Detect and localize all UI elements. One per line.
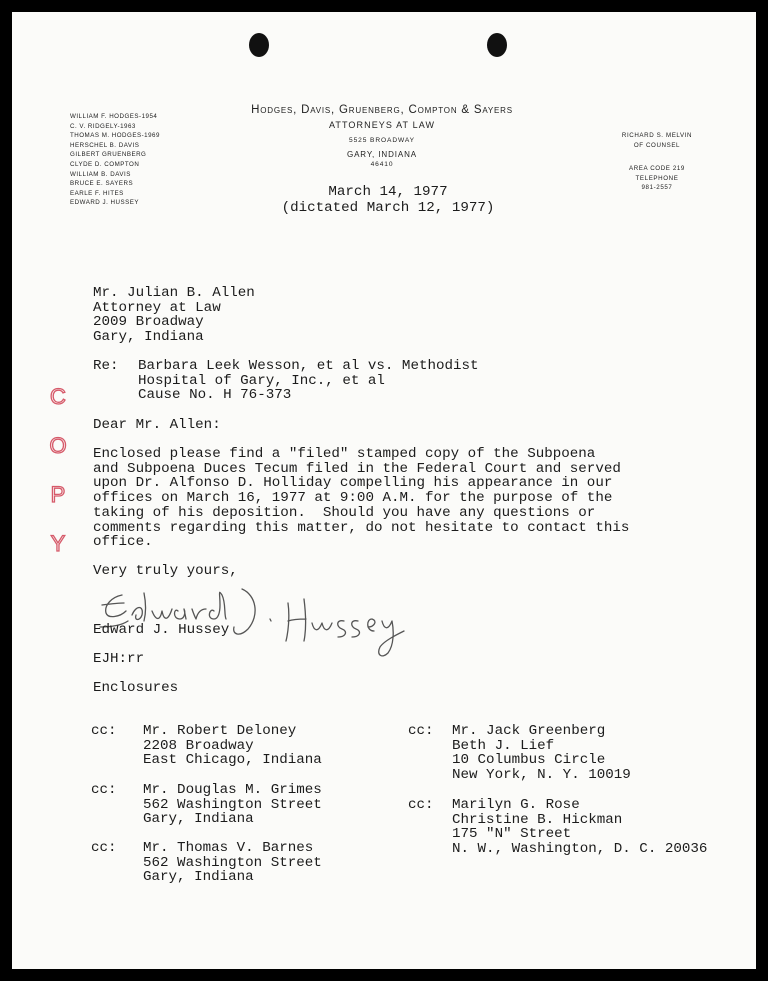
body-line: upon Dr. Alfonso D. Holliday compelling his appearance in our	[93, 475, 613, 492]
re-line: Barbara Leek Wesson, et al vs. Methodist	[138, 358, 479, 374]
letter-page	[12, 12, 756, 969]
body-line: comments regarding this matter, do not hesitate to contact this	[93, 519, 630, 536]
cc-label: cc:	[91, 723, 117, 739]
telephone-label: TELEPHONE	[635, 174, 679, 182]
partner-name: C. V. RIDGELY-1963	[70, 122, 136, 130]
cc-line: Mr. Robert Deloney	[143, 723, 297, 739]
partner-name: EDWARD J. HUSSEY	[70, 199, 139, 207]
body-line: office.	[93, 534, 153, 551]
cc-line: Gary, Indiana	[143, 811, 254, 828]
partner-name: HERSCHEL B. DAVIS	[70, 141, 140, 149]
body-line: and Subpoena Duces Tecum filed in the Federal Court and served	[93, 460, 621, 477]
cc-line: Mr. Douglas M. Grimes	[143, 782, 322, 798]
counsel-title: OF COUNSEL	[633, 141, 681, 149]
partner-name: WILLIAM F. HODGES-1954	[70, 113, 158, 120]
body-paragraph	[93, 447, 629, 550]
partner-name: GILBERT GRUENBERG	[70, 151, 147, 159]
letter-date	[268, 184, 508, 216]
recipient-address	[93, 286, 255, 345]
cc-line: Mr. Thomas V. Barnes	[143, 840, 314, 856]
re-line: Cause No. H 76-373	[138, 387, 292, 404]
salutation: Dear Mr. Allen:	[93, 417, 221, 433]
cc-recipient	[91, 723, 322, 783]
enclosures-note: Enclosures	[93, 680, 179, 696]
firm-name: Hodges, Davis, Gruenberg, Compton & Sayers	[251, 104, 513, 116]
cc-line: 10 Columbus Circle	[452, 752, 606, 769]
cc-line: Christine B. Hickman	[452, 811, 623, 828]
stamp-letter: P	[50, 482, 66, 507]
telephone-number: 981-2557	[641, 184, 673, 192]
partner-name: BRUCE E. SAYERS	[70, 180, 134, 188]
body-line: Enclosed please find a "filed" stamped copy of the Subpoena	[93, 446, 596, 462]
cc-line: 2208 Broadway	[143, 737, 254, 754]
cc-line: Beth J. Lief	[452, 737, 555, 754]
cc-line: New York, N. Y. 10019	[452, 767, 631, 784]
stamp-letter: O	[49, 433, 67, 458]
cc-line: 562 Washington Street	[143, 796, 322, 813]
cc-line: Gary, Indiana	[143, 869, 254, 886]
re-label: Re:	[93, 358, 119, 374]
firm-zip: 46410	[370, 161, 394, 168]
cc-recipient	[408, 797, 708, 858]
cc-recipient	[408, 723, 631, 784]
counsel-name: RICHARD S. MELVIN	[621, 132, 693, 139]
letterhead-firm	[182, 104, 582, 168]
cc-label: cc:	[91, 782, 117, 798]
recipient-city: Gary, Indiana	[93, 329, 204, 346]
cc-line: Mr. Jack Greenberg	[452, 723, 606, 739]
stamp-letter: Y	[50, 531, 66, 556]
recipient-street: 2009 Broadway	[93, 314, 204, 331]
copy-stamp	[42, 372, 74, 568]
cc-line: N. W., Washington, D. C. 20036	[452, 841, 708, 858]
cc-label: cc:	[408, 797, 434, 813]
cc-recipient	[91, 782, 322, 842]
partner-name: WILLIAM B. DAVIS	[70, 170, 131, 178]
stamp-letter: C	[50, 384, 66, 409]
recipient-title: Attorney at Law	[93, 299, 221, 316]
cc-line: Marilyn G. Rose	[452, 797, 580, 813]
counsel-block	[602, 131, 712, 193]
cc-recipient	[91, 840, 322, 900]
date-line: March 14, 1977	[328, 184, 448, 200]
punch-hole-left	[249, 33, 269, 57]
recipient-name: Mr. Julian B. Allen	[93, 285, 255, 301]
firm-street: 5525 BROADWAY	[349, 137, 415, 144]
firm-city: GARY, INDIANA	[346, 150, 418, 159]
re-line: Hospital of Gary, Inc., et al	[138, 372, 385, 389]
re-subject	[138, 359, 479, 403]
body-line: taking of his deposition. Should you have any questions or	[93, 504, 596, 521]
punch-hole-right	[487, 33, 507, 57]
cc-line: East Chicago, Indiana	[143, 752, 322, 769]
cc-line: 175 "N" Street	[452, 826, 572, 843]
partner-name: CLYDE D. COMPTON	[70, 160, 140, 168]
partner-name: EARLE F. HITES	[70, 189, 124, 197]
body-line: offices on March 16, 1977 at 9:00 A.M. for the purpose of the	[93, 490, 613, 507]
firm-tagline: ATTORNEYS AT LAW	[328, 120, 436, 130]
cc-label: cc:	[91, 840, 117, 856]
closing: Very truly yours,	[93, 563, 238, 579]
partner-name: THOMAS M. HODGES-1969	[70, 132, 160, 140]
area-code: AREA CODE 219	[629, 165, 685, 173]
reference-initials: EJH:rr	[93, 651, 145, 667]
signer-name: Edward J. Hussey	[93, 622, 230, 638]
cc-label: cc:	[408, 723, 434, 739]
dictated-line: (dictated March 12, 1977)	[281, 200, 495, 216]
partner-list	[70, 112, 200, 208]
cc-line: 562 Washington Street	[143, 854, 322, 871]
